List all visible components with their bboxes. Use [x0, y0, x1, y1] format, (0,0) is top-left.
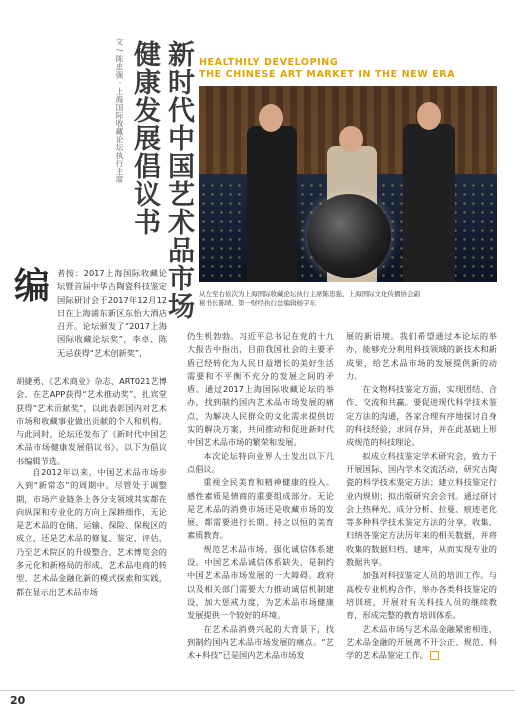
event-photo	[199, 86, 497, 282]
paragraph: 展的新语境。我们希望通过本论坛的举办，能够充分利用科技领域的新技术和新成果，给艺术品市场的发展提供新的动力。	[346, 331, 497, 381]
paragraph: 加强对科技鉴定人员的培训工作。与高校专业机构合作，举办各类科技鉴定的培训班，开展对有关科技人员的继续教育，形成完整的教育培训体系。	[346, 570, 497, 621]
paragraph: 本次论坛特向业界人士发出以下几点倡议。	[187, 450, 334, 474]
english-title-line-2: THE CHINESE ART MARKET IN THE NEW ERA	[199, 69, 456, 80]
paragraph: 规范艺术品市场，强化诚信体系建设。中国艺术品诚信体系缺失，是制约中国艺术品市场发展的一大障碍。政府以及相关部门需要大力推动诚信机制建设，加大惩戒力度，为艺术品市场健康发展提供一个较好的环境。	[187, 543, 334, 621]
editor-note-intro-text: 者按：2017上海国际收藏论坛暨首届中华古陶瓷科技鉴定国际研讨会于2017年12月12日在上海浦东新区东怡大酒店召开。论坛颁发了“2017上海国际收藏论坛奖”，李卓、陈无忌获得“艺术创新奖”，	[57, 268, 167, 358]
paragraph: 在艺术品消费兴起的大背景下，找到制约国内艺术品市场发展的痛点。“艺术+科技”已是国内艺术品市场发	[187, 623, 334, 661]
editor-note-continued	[16, 375, 167, 468]
column-1-body	[16, 466, 167, 599]
article-end-icon	[430, 651, 439, 660]
column-2-body	[187, 330, 334, 662]
editor-note-continued-text: 胡捷勇、《艺术商业》杂志、ART021艺博会、在艺APP获得“艺术推动奖”，扎宾堂获得“艺术贡献奖”，以此表彰国内对艺术市场和收藏事业做出贡献的个人和机构。与此同时，论坛还发布了《新时代中国艺术品市场健康发展倡议书》。以下为倡议书编辑节选。	[16, 376, 167, 466]
last-paragraph-text: 艺术品市场与艺术品金融紧密相连，艺术品金融的开展离不开公正、规范、科学的艺术品鉴定工作。	[346, 623, 497, 661]
paragraph: 拟成立科技鉴定学术研究会，致力于开展国际、国内学术交流活动，研究古陶瓷的科学技术鉴定方法；建立科技鉴定行业内规则；拟出版研究会会刊。通过研讨会上热释光、成分分析、拉曼、痕迹老化等多种科学技术鉴定方法的分享，收集、归纳各鉴定方法历年来的相关数据，并将收集的数据归档、建库，从而实现专业的数据共享。	[346, 450, 497, 568]
paragraph: 重视全民美育和精神健康的投入。感性素质是情商的重要组成部分。无论是艺术品的消费市场还是收藏市场的发展，都需要进行长期、持之以恒的美育素质教育。	[187, 477, 334, 541]
article-title-line-1: 新时代中国艺术品市场	[163, 40, 194, 320]
photo-head-left	[259, 104, 283, 132]
paragraph: 仍生机勃勃。习近平总书记在党的十九大报告中指出，目前我国社会的主要矛盾已经转化为人民日益增长的美好生活需要和不平衡不充分的发展之间的矛盾。通过2017上海国际收藏论坛的举办，找到制约国内艺术品市场发展的痛点，为解决人民群众的文化需求提供切实的解决方案，共同推动和促进新时代中国艺术品市场的繁荣和发展。	[187, 331, 334, 448]
article-title-line-2: 健康发展倡议书	[129, 40, 160, 236]
photo-launch-sphere	[307, 194, 391, 278]
footer-rule	[0, 690, 515, 691]
paragraph: 在文物科技鉴定方面，实现团结、合作、交流和共赢。要促进现代科学技术鉴定方法的沟通，各家合理有序地探讨自身的科技经验，求同存异，并在此基础上形成规范的科技理论。	[346, 384, 497, 448]
drop-cap: 编	[14, 266, 51, 307]
editor-note-intro	[57, 267, 167, 360]
photo-caption: 从左至右依次为上海国际收藏论坛执行主席陈忠强、上海国际文化传播协会副秘书长陈晴、第一财经执行总编辑杨宇东	[199, 290, 420, 307]
photo-head-center	[339, 126, 363, 152]
author-byline: 文 / 陈忠强 · 上海国际收藏论坛执行主席	[115, 38, 124, 184]
last-paragraph	[346, 623, 497, 663]
column-3-body	[346, 330, 497, 662]
photo-person-right	[403, 124, 455, 282]
page-number: 20	[10, 694, 26, 707]
english-title-line-1: HEALTHILY DEVELOPING	[199, 57, 339, 68]
english-title	[199, 57, 499, 81]
photo-head-right	[417, 102, 441, 130]
paragraph: 自2012年以来，中国艺术品市场步入到“新常态”的周期中。尽管处于调整期，市场产业链条上各分支领域其实都在向纵深和专业化的方向上深耕细作，无论是艺术品的仓储、运输、保险、保税区的成立，还是艺术品的修复、鉴定、评估，乃至艺术院区的升级整合、艺术博览会的多元化和新格局的形成、艺术品电商的转型、艺术品金融化新的模式探索和实践，都在显示出艺术品市场	[16, 467, 167, 597]
photo-person-left	[247, 126, 297, 282]
